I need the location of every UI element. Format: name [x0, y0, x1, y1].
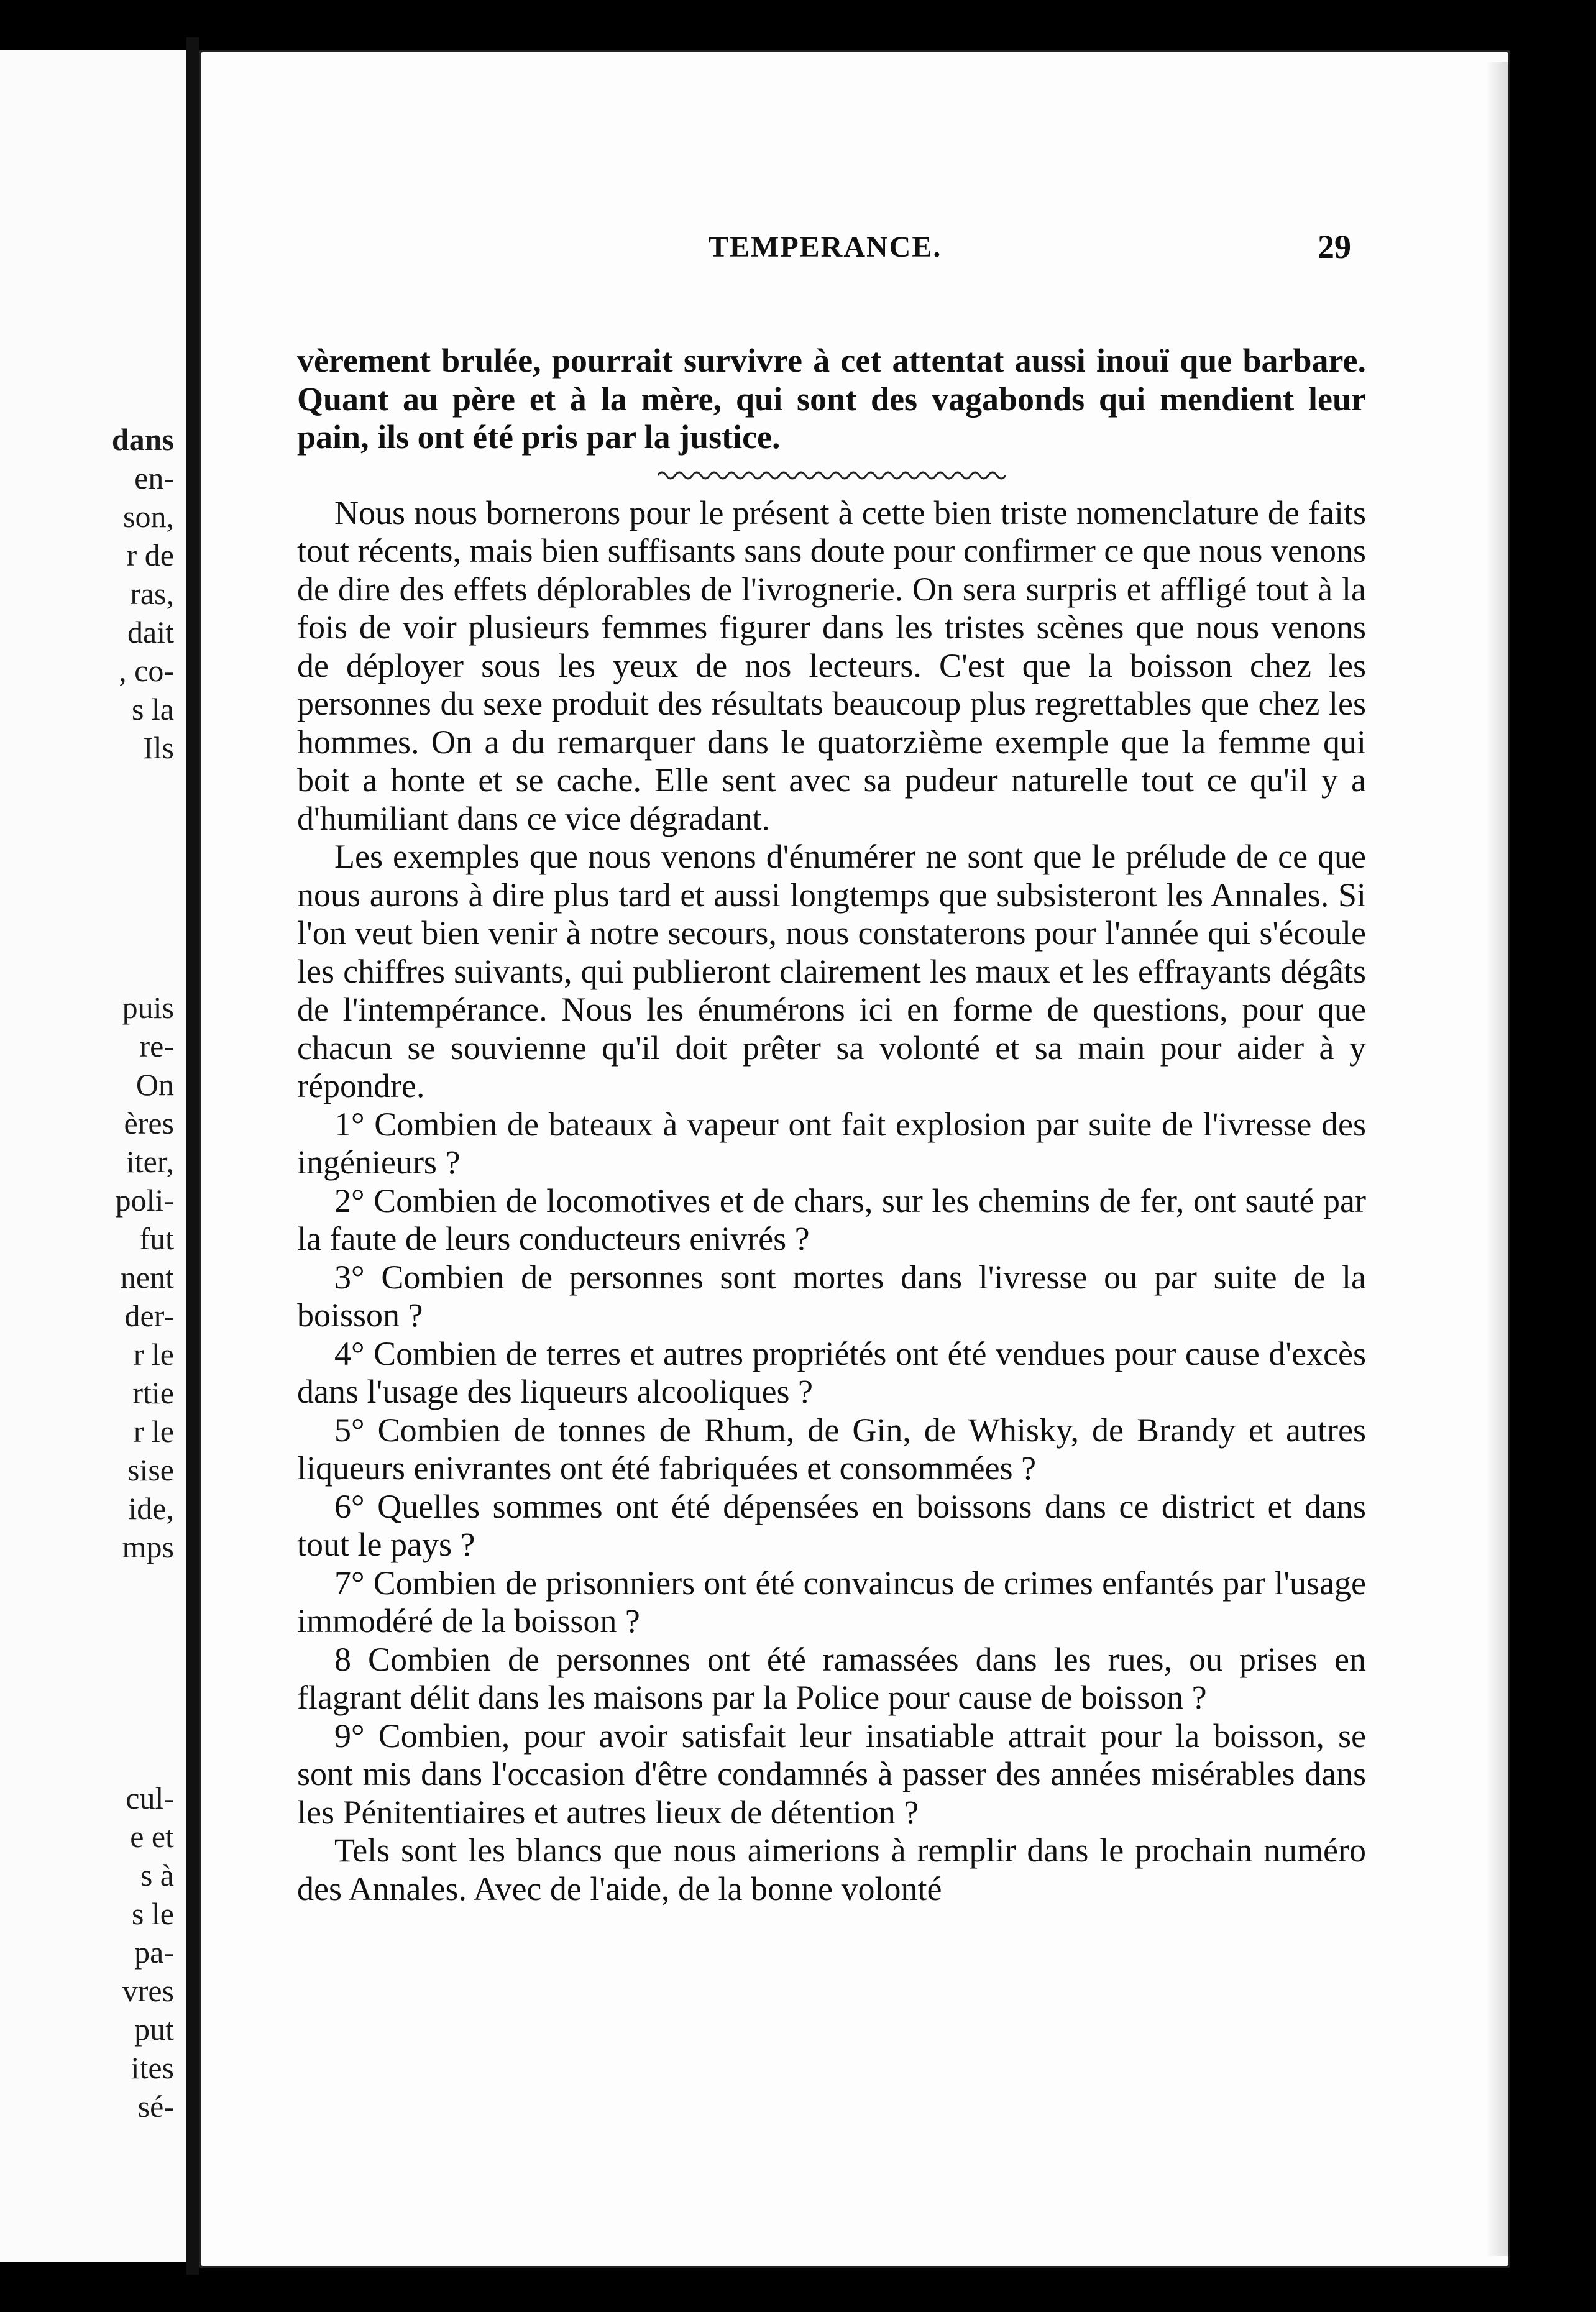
- facing-page-fragment: s le: [131, 1896, 174, 1931]
- question-item: 1° Combien de bateaux à vapeur ont fait explosion par suite de l'ivresse des ingénieurs ?: [297, 1105, 1366, 1181]
- facing-page-fragment: , co-: [119, 653, 174, 688]
- closing-paragraph: Tels sont les blancs que nous aimerions à remplir dans le prochain numéro des Annales. Avec de l'aide, de la bonne volonté: [297, 1832, 1366, 1907]
- facing-page-fragment: s à: [140, 1858, 174, 1892]
- facing-page-fragment: en-: [134, 461, 174, 495]
- question-item: 8 Combien de personnes ont été ramassées dans les rues, ou prises en flagrant délit dans les maisons par la Police pour cause de boisson ?: [297, 1640, 1366, 1716]
- facing-page-fragment: poli-: [115, 1183, 174, 1218]
- facing-page-fragment: iter,: [126, 1144, 174, 1179]
- page-number: 29: [1318, 228, 1351, 265]
- wavy-divider: [297, 457, 1366, 494]
- facing-page-fragment: ide,: [128, 1491, 174, 1526]
- question-item: 3° Combien de personnes sont mortes dans l'ivresse ou par suite de la boisson ?: [297, 1258, 1366, 1334]
- facing-page-fragment: put: [134, 2012, 174, 2047]
- book-spine-gutter: [186, 37, 199, 2275]
- question-item: 5° Combien de tonnes de Rhum, de Gin, de Whisky, de Brandy et autres liqueurs enivrantes ont été fabriquées et consommées ?: [297, 1411, 1366, 1487]
- page-edge-shadow: [1485, 62, 1510, 2256]
- question-item: 7° Combien de prisonniers ont été convaincus de crimes enfantés par l'usage immodéré de la boisson ?: [297, 1564, 1366, 1640]
- facing-page-fragment: der-: [124, 1298, 174, 1333]
- paragraph: Les exemples que nous venons d'énumérer ne sont que le prélude de ce que nous aurons à dire plus tard et aussi longtemps que subsisteront les Annales. Si l'on veut bien venir à notre secours, nous constaterons pour l'année qui s'écoule les chiffres suivants, qui publieront clairement les maux et les effrayants dégâts de l'intempérance. Nous les énumérons ici en forme de questions, pour que chacun se souvienne qu'il doit prêter sa volonté et sa main pour aider à y répondre.: [297, 838, 1366, 1104]
- facing-page-fragment: ites: [131, 2050, 174, 2085]
- paragraph: Nous nous bornerons pour le présent à cette bien triste nomenclature de faits tout récents, mais bien suffisants sans doute pour confirmer ce que nous venons de dire des effets déplorables de l'ivrognerie. On sera surpris et affligé tout à la fois de voir plusieurs femmes figurer dans les tristes scènes que nous venons de déployer sous les yeux de nos lecteurs. C'est que la boisson chez les personnes du sexe produit des résultats beaucoup plus regrettables que chez les hommes. On a du remarquer dans le quatorzième exemple que la femme qui boit a honte et se cache. Elle sent avec sa pudeur naturelle tout ce qu'il y a d'humiliant dans ce vice dégradant.: [297, 493, 1366, 837]
- facing-page-fragment: e et: [130, 1819, 174, 1854]
- facing-page-fragment: r de: [126, 538, 174, 572]
- facing-page-fragment: dans: [111, 422, 174, 457]
- facing-page-fragment: vres: [122, 1973, 174, 2008]
- facing-page-fragment: ras,: [130, 576, 174, 611]
- question-item: 2° Combien de locomotives et de chars, sur les chemins de fer, ont sauté par la faute de leurs conducteurs enivrés ?: [297, 1181, 1366, 1257]
- facing-page-fragment: ères: [124, 1106, 174, 1140]
- running-title: TEMPERANCE.: [709, 231, 942, 264]
- wavy-rule-ornament: [658, 466, 1006, 485]
- facing-page-fragment: s la: [131, 692, 174, 727]
- question-item: 9° Combien, pour avoir satisfait leur insatiable attrait pour la boisson, se sont mis dans l'occasion d'être condamnés à passer des années misérables dans les Pénitentiaires et autres lieux de détention ?: [297, 1717, 1366, 1831]
- facing-page-fragment: re-: [139, 1029, 174, 1063]
- facing-page-fragment: pa-: [134, 1935, 174, 1970]
- facing-page-fragment: On: [135, 1067, 174, 1102]
- facing-page-fragment: dait: [127, 615, 174, 649]
- facing-page: [0, 50, 186, 2262]
- facing-page-fragment: cul-: [126, 1781, 174, 1815]
- question-item: 4° Combien de terres et autres propriétés ont été vendues pour cause d'excès dans l'usage des liqueurs alcooliques ?: [297, 1334, 1366, 1410]
- page-header: [199, 230, 1510, 280]
- facing-page-fragment: son,: [123, 499, 174, 534]
- body-text: [297, 342, 1366, 1908]
- facing-page-fragment: sé-: [137, 2089, 174, 2124]
- question-item: 6° Quelles sommes ont été dépensées en boissons dans ce district et dans tout le pays ?: [297, 1487, 1366, 1563]
- intro-paragraph: vèrement brulée, pourrait survivre à cet attentat aussi inouï que barbare. Quant au père et à la mère, qui sont des vagabonds qui mendient leur pain, ils ont été pris par la justice.: [297, 342, 1366, 456]
- facing-page-fragment: r le: [133, 1337, 174, 1372]
- facing-page-fragment: fut: [139, 1221, 174, 1256]
- facing-page-fragment: nent: [120, 1260, 174, 1295]
- facing-page-fragment: rtie: [132, 1375, 174, 1410]
- facing-page-fragment: sise: [127, 1452, 174, 1487]
- book-page: [199, 50, 1510, 2268]
- facing-page-fragment: r le: [133, 1414, 174, 1449]
- facing-page-fragment: Ils: [143, 730, 174, 765]
- facing-page-fragment: puis: [122, 990, 174, 1025]
- facing-page-fragment: mps: [122, 1530, 174, 1564]
